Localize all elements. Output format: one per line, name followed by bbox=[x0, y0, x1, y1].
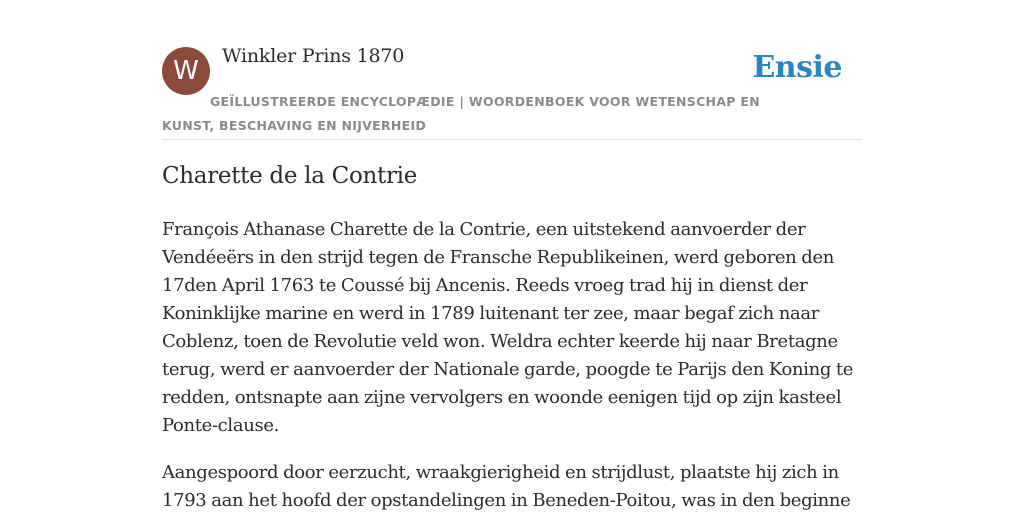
article-paragraph: Aangespoord door eerzucht, wraakgierigheid en strijdlust, plaatste hij zich in 1793 aan het hoofd der opstandelingen in Beneden-Poitou, was in den beginne bbox=[162, 462, 851, 511]
source-title[interactable]: Winkler Prins 1870 bbox=[222, 45, 405, 67]
article-paragraph: François Athanase Charette de la Contrie, een uitstekend aanvoerder der Vendéeërs in den strijd tegen de Fransche Republikeinen, werd geboren den 17den April 1763 te Coussé bij Ancenis. Reeds vroeg trad hij in dienst der Koninklijke marine en werd in 1789 luitenant ter zee, maar begaf zich naar Coblenz, toen de Revolutie veld won. Weldra echter keerde hij naar Bretagne terug, werd er aanvoerder der Nationale garde, poogde te Parijs den Koning te redden, ontsnapte aan zijne vervolgers en woonde eenigen tijd op zijn kasteel Ponte-clause. bbox=[162, 219, 854, 436]
source-avatar[interactable]: W bbox=[162, 47, 210, 95]
article-body bbox=[162, 216, 862, 512]
article-title: Charette de la Contrie bbox=[162, 163, 418, 189]
ensie-logo[interactable]: Ensie bbox=[752, 50, 842, 85]
header bbox=[162, 0, 862, 140]
source-subtitle: GEÏLLUSTREERDE ENCYCLOPÆDIE | WOORDENBOEK VOOR WETENSCHAP EN KUNST, BESCHAVING EN NIJVERHEID bbox=[162, 94, 760, 133]
content-container bbox=[162, 0, 862, 511]
